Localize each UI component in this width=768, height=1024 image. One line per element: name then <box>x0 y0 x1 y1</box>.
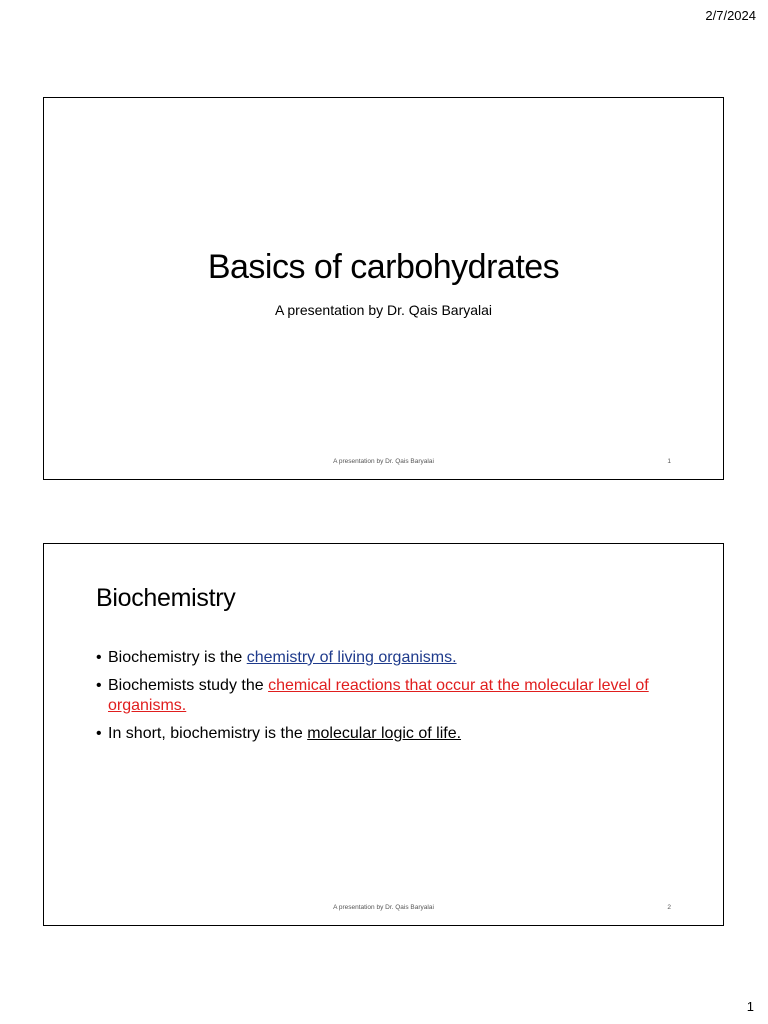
bullet-icon: • <box>96 677 102 694</box>
print-date: 2/7/2024 <box>705 8 756 23</box>
highlighted-phrase: chemistry of living organisms. <box>246 649 457 666</box>
bullet-item <box>96 724 676 744</box>
highlighted-phrase: molecular logic of life. <box>307 725 462 742</box>
slide-number: 1 <box>667 458 671 465</box>
slide-heading: Biochemistry <box>96 584 236 612</box>
slide-subtitle: A presentation by Dr. Qais Baryalai <box>274 302 493 318</box>
bullet-text: Biochemistry is the <box>108 649 247 666</box>
bullet-icon: • <box>96 649 102 666</box>
slide-number: 2 <box>667 904 671 911</box>
slide-footer: A presentation by Dr. Qais Baryalai <box>333 458 434 465</box>
highlighted-phrase: chemical reactions that occur at the molecular level of organisms. <box>108 677 649 714</box>
slide-title: Basics of carbohydrates <box>207 248 560 286</box>
bullet-item <box>96 648 676 668</box>
slide-1 <box>43 97 724 480</box>
bullet-item <box>96 676 676 716</box>
bullet-text: Biochemists study the <box>108 677 269 694</box>
bullet-icon: • <box>96 725 102 742</box>
bullet-list <box>96 648 676 752</box>
page-number: 1 <box>746 999 754 1014</box>
bullet-text: In short, biochemistry is the <box>108 725 308 742</box>
slide-footer: A presentation by Dr. Qais Baryalai <box>333 904 434 911</box>
slide-2 <box>43 543 724 926</box>
